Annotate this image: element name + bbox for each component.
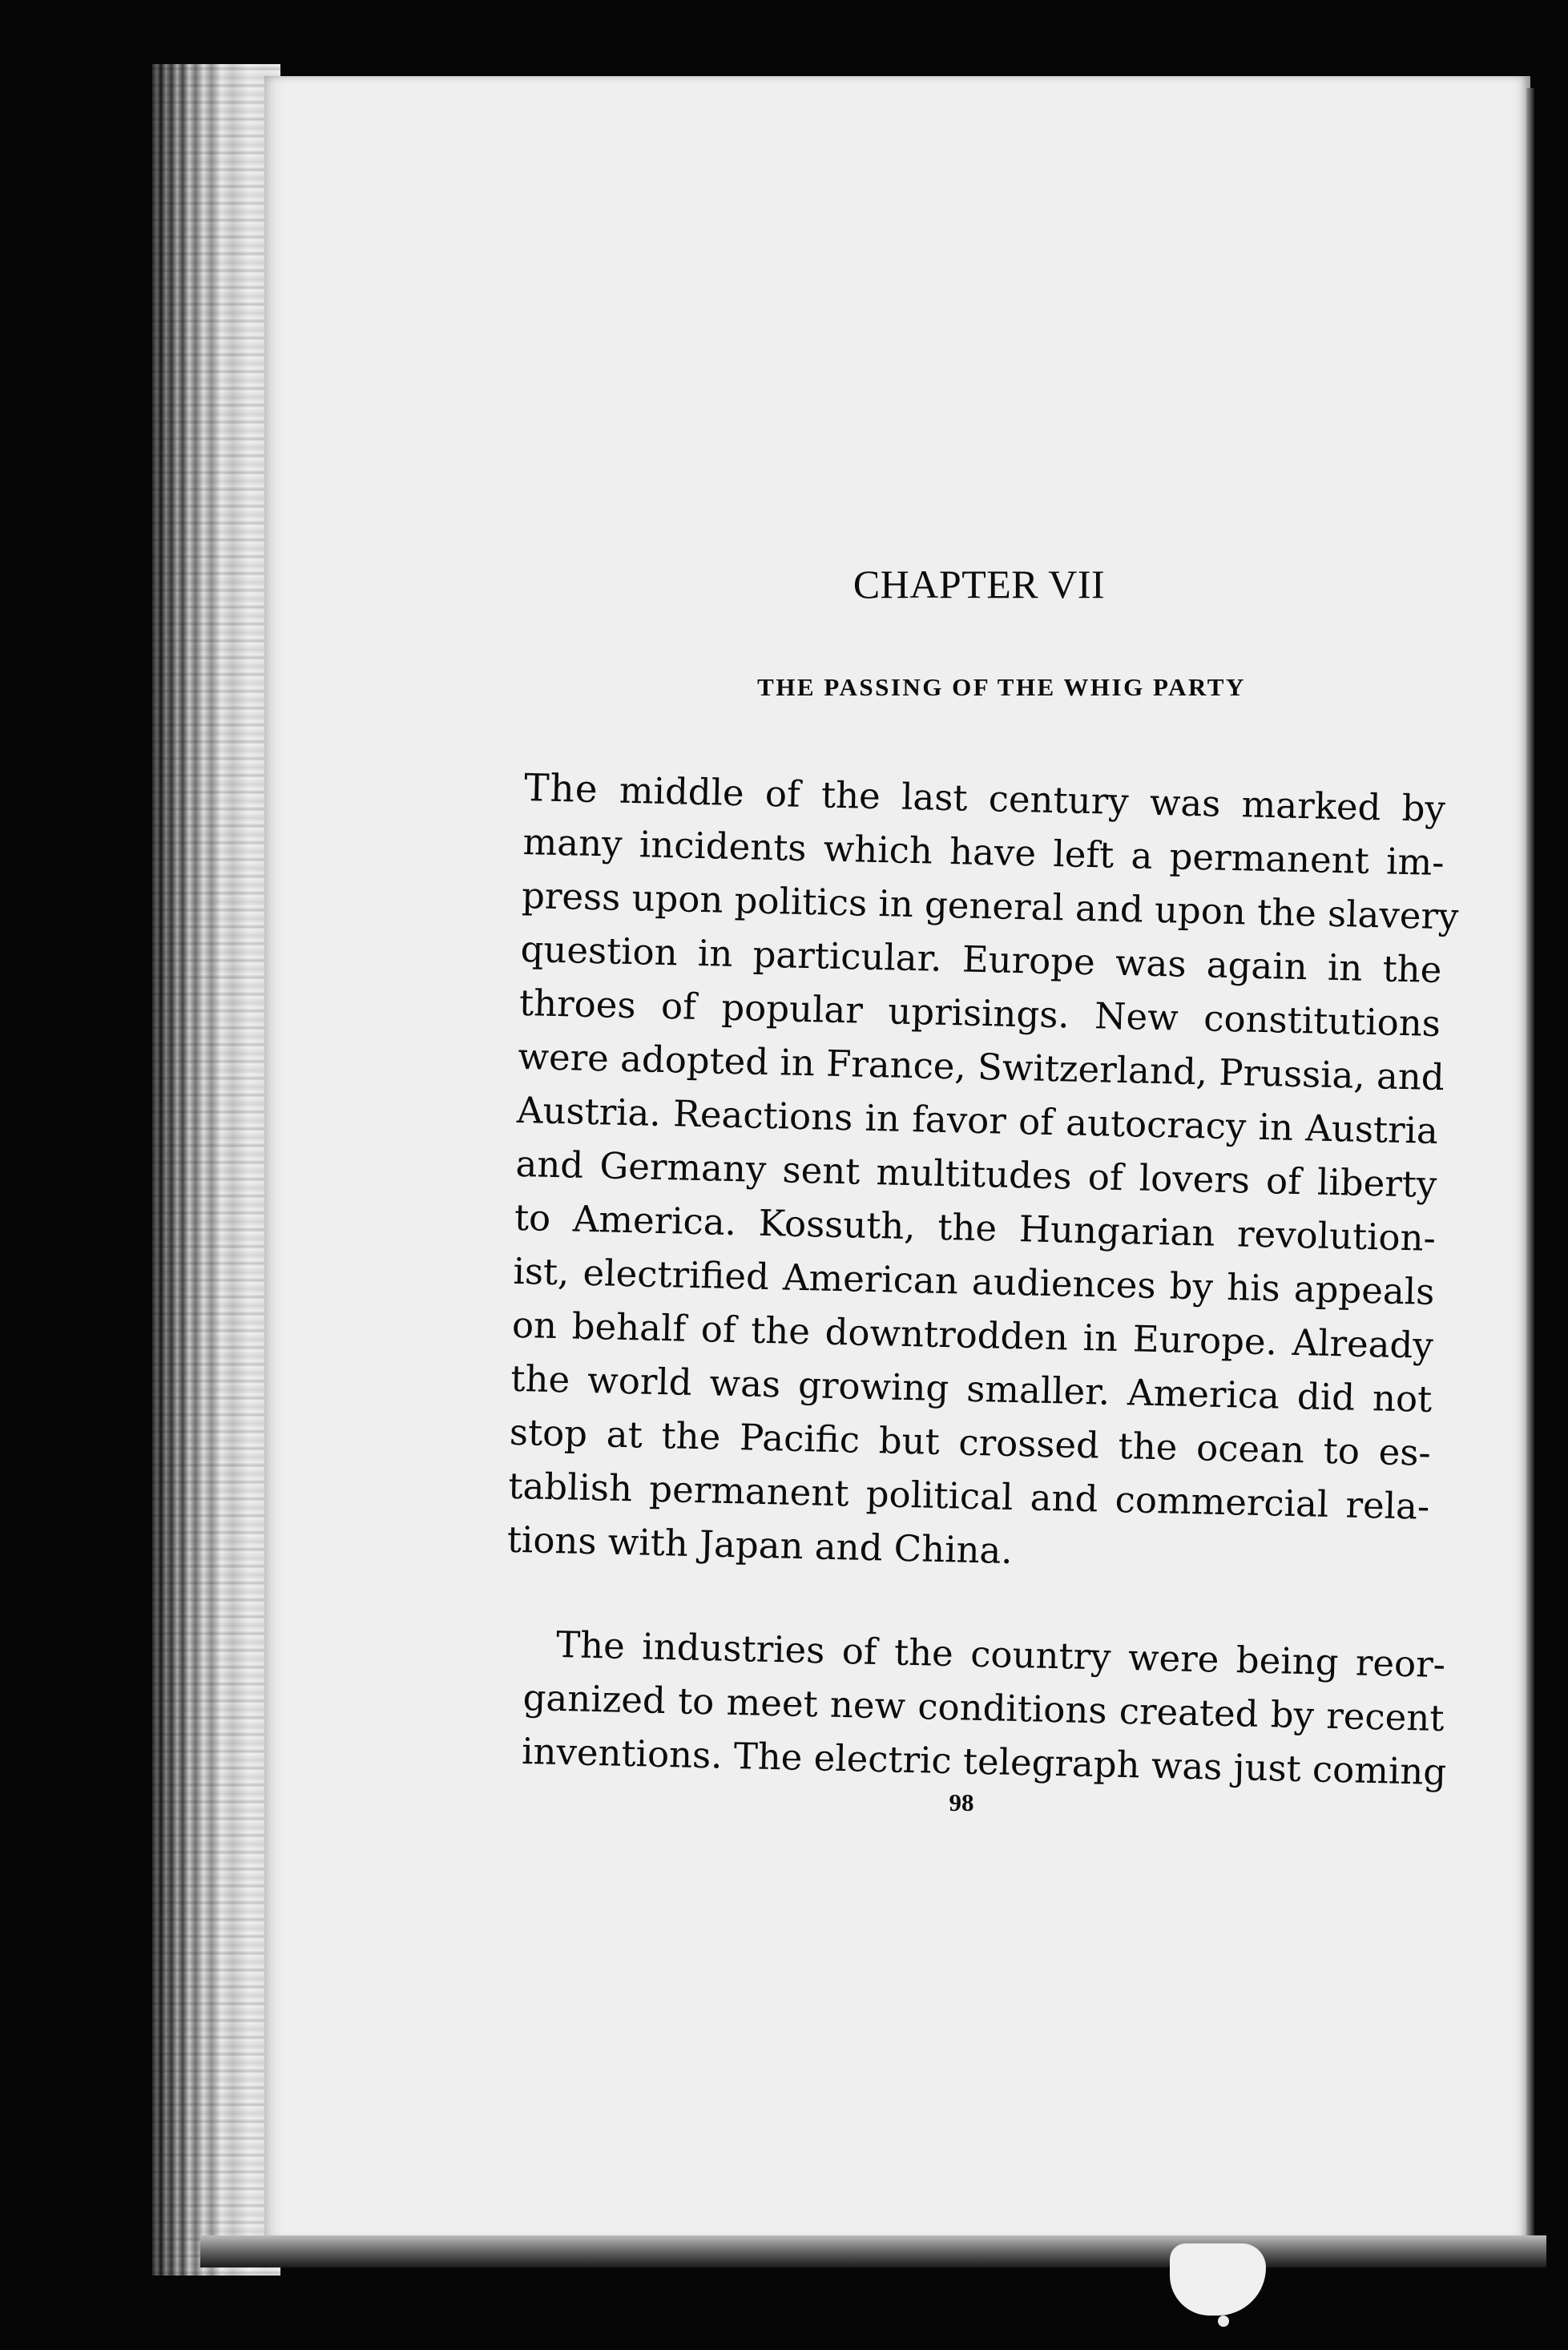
paragraph-line: throes of popular uprisings. New constitutions: [518, 981, 1441, 1046]
paragraph-line: the world was growing smaller. America did not: [510, 1356, 1433, 1421]
paragraph-line: many incidents which have left a permanent im-: [522, 820, 1445, 885]
spine-texture: [152, 64, 280, 2275]
paragraph-line: inventions. The electric telegraph was just coming: [521, 1729, 1447, 1794]
page-number: 98: [949, 1788, 974, 1816]
paragraph-line: ganized to meet new conditions created by recent: [522, 1675, 1445, 1740]
paragraph-line: were adopted in France, Switzerland, Prussia, and: [518, 1034, 1445, 1099]
page-right-edge: [1526, 88, 1534, 2267]
page-tear: [1170, 2243, 1266, 2316]
speck: [1218, 2316, 1229, 2327]
paragraph-1: [506, 761, 1460, 1587]
paragraph-line: and Germany sent multitudes of lovers of liberty: [514, 1142, 1437, 1206]
paragraph-line: The industries of the country were being reor-: [555, 1622, 1446, 1687]
paragraph-line: to America. Kossuth, the Hungarian revolution-: [514, 1195, 1437, 1260]
lead-word: The: [523, 765, 599, 812]
paragraph-line: tions with Japan and China.: [506, 1518, 1014, 1573]
paragraph-line: tablish permanent political and commercial rela-: [507, 1464, 1430, 1528]
paragraph-line: Austria. Reactions in favor of autocracy in Austria: [516, 1088, 1439, 1152]
paragraph-line: question in particular. Europe was again in the: [520, 927, 1442, 992]
paragraph-2: [521, 1617, 1445, 1799]
paragraph-line: stop at the Pacific but crossed the ocean to es-: [509, 1410, 1432, 1474]
line-text: middle of the last century was marked by: [598, 768, 1446, 831]
paragraph-line: ist, electrified American audiences by his appeals: [512, 1249, 1435, 1313]
paragraph-line: press upon politics in general and upon the slavery: [521, 873, 1460, 938]
chapter-title: CHAPTER VII: [853, 562, 1106, 607]
paragraph-line: on behalf of the downtrodden in Europe. Already: [511, 1303, 1434, 1367]
chapter-subtitle: THE PASSING OF THE WHIG PARTY: [757, 673, 1246, 701]
page-bottom-edge: [200, 2235, 1546, 2267]
